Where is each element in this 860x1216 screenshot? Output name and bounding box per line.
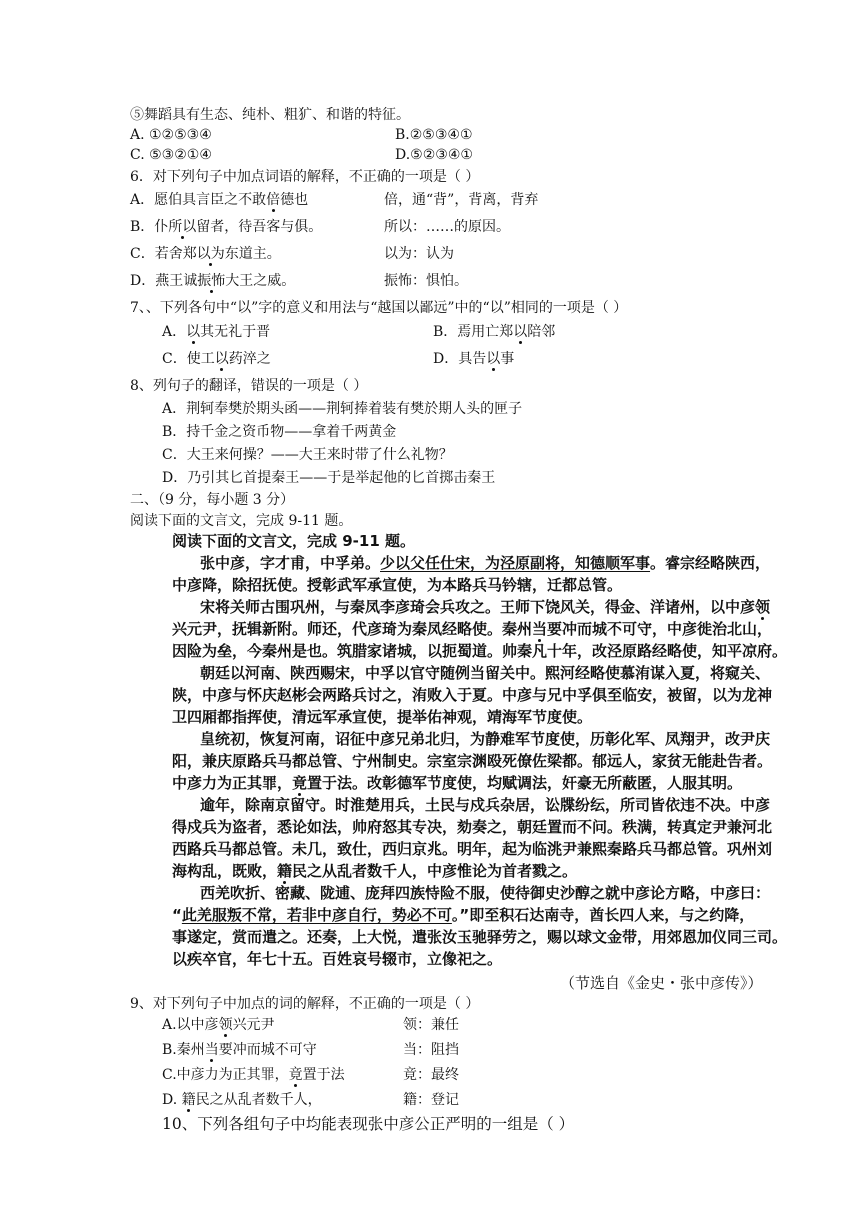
- passage-source: （节选自《金史・张中彦传》）: [560, 974, 763, 992]
- q7-b-post: 陪邻: [527, 324, 556, 340]
- q9-a-pre: A.以中彦: [162, 1017, 219, 1033]
- q9-c-post: 置于法: [302, 1067, 345, 1083]
- passage-line-10: 皇统初，恢复河南，诏征中彦兄弟北归，为静难军节度使，历彰化军、凤翔尹，改尹庆: [200, 730, 771, 748]
- passage-l12-a: 中彦力为正其罪，: [172, 774, 293, 792]
- q9-d-gloss: 籍：登记: [403, 1092, 459, 1108]
- passage-line-8: 陕，中彦与怀庆赵彬会两路兵讨之，洧败入于夏。中彦与兄中孚俱至临安，被留，以为龙神: [172, 686, 773, 704]
- q6-option-d: [130, 271, 295, 291]
- passage-line-7: 朝廷以河南、陕西赐宋，中孚以官守随例当留关中。熙河经略使慕洧谋入夏，将窥关、: [200, 664, 771, 682]
- q9-b-post: 要冲而城不可守: [218, 1042, 317, 1058]
- q8-option-d: D．乃引其匕首提秦王——于是举起他的匕首掷击秦王: [162, 470, 496, 486]
- q7-d-pre: D．具告: [433, 351, 487, 367]
- q6-b-pre: B．仆: [130, 219, 169, 235]
- passage-l5-a: 兴元尹，抚辑新附。师还，代彦琦为秦凤经略使。秦州: [172, 620, 533, 638]
- q7-a-post: 其无礼于晋: [200, 324, 271, 340]
- q5-option-d: D.⑤②③④①: [395, 147, 473, 163]
- q6-option-a: [130, 190, 308, 210]
- q6-a-gloss: 倍，通“背”，背离，背弃: [384, 192, 539, 208]
- q8-stem: 8、列句子的翻译，错误的一项是（ ）: [130, 378, 368, 394]
- q9-a-dotted-word: 领: [218, 1017, 233, 1033]
- q9-option-a: [162, 1015, 275, 1035]
- q9-d-pre: D.: [162, 1092, 182, 1108]
- q6-c-dotted-word: 以为: [196, 246, 225, 262]
- passage-line-4: [200, 596, 770, 618]
- q6-a-dotted-word: 倍: [266, 192, 281, 208]
- q9-c-pre: C.中彦力为正其罪，: [162, 1067, 289, 1083]
- passage-l18-b: 。”即至积石达南寺，酋长四人来，与之约降，: [451, 906, 755, 924]
- q9-option-c: [162, 1065, 345, 1085]
- q6-option-b: [130, 217, 322, 237]
- passage-l16-b: 民之从乱者数千人，中彦惟论为首者戮之。: [292, 862, 578, 880]
- passage-line-11: 阳，兼庆原路兵马都总管、宁州制史。宗室宗渊殴死僚佐梁都。郁远人，家贫无能赴告者。: [172, 752, 773, 770]
- q9-a-post: 兴元尹: [232, 1017, 275, 1033]
- passage-l4-dotted: 领: [755, 598, 771, 616]
- q9-d-dotted-word: 籍: [181, 1092, 196, 1108]
- q6-stem: 6．对下列句子中加点词语的解释，不正确的一项是（ ）: [130, 169, 480, 185]
- q9-b-gloss: 当：阻挡: [403, 1042, 459, 1058]
- passage-l16-a: 海构乱，既败，: [172, 862, 278, 880]
- passage-line-5: [172, 618, 772, 640]
- q6-b-post: 留者，待吾客与俱。: [196, 219, 323, 235]
- q6-c-pre: C．若舍郑: [130, 246, 197, 262]
- q6-option-c: [130, 244, 281, 264]
- passage-l12-b: 置于法。改彰德军节度使，均赋调法，奸豪无所蔽匿，人服其明。: [307, 774, 743, 792]
- q7-d-post: 事: [500, 351, 515, 367]
- q6-c-gloss: 以为：认为: [384, 246, 454, 262]
- passage-underlined-sentence-1: 少以父任仕宋，为泾原副将，知德顺军事: [380, 554, 651, 572]
- q8-option-c: C．大王来何操？——大王来时带了什么礼物？: [162, 447, 453, 463]
- q9-d-post: 民之从乱者数千人，: [195, 1092, 322, 1108]
- q5-option-a: A. ①②⑤③④: [130, 127, 212, 143]
- q8-option-a: A．荆轲奉樊於期头函——荆轲捧着装有樊於期人头的匣子: [162, 401, 523, 417]
- passage-line-3: 中彦降，除招抚使。授彰武军承宣使，为本路兵马钤辖，迁都总管。: [172, 576, 623, 594]
- q6-b-gloss: 所以：……的原因。: [384, 219, 510, 235]
- q7-c-post: 药淬之: [228, 351, 271, 367]
- q9-b-pre: B.秦州: [162, 1042, 205, 1058]
- passage-line-19: 事遂定，赏而遣之。还奏，上大悦，遣张汝玉驰驿劳之，赐以球文金带，用郊恩加仪同三司。: [172, 928, 788, 946]
- q9-c-dotted-word: 竟: [288, 1067, 303, 1083]
- passage-line-18: [172, 904, 754, 926]
- q6-d-dotted-word: 振怖: [197, 273, 226, 289]
- q7-option-a: [162, 322, 270, 342]
- q6-d-pre: D．燕王诚: [130, 273, 198, 289]
- q7-option-b: [433, 322, 555, 342]
- q5-option-b: B.②⑤③④①: [395, 127, 473, 143]
- q7-a-dotted-word: 以: [186, 324, 201, 340]
- section2-instruction: 阅读下面的文言文，完成 9-11 题。: [130, 513, 353, 529]
- q6-d-gloss: 振怖：惧怕。: [384, 273, 468, 289]
- q7-option-c: [162, 349, 271, 369]
- q9-b-dotted-word: 当: [204, 1042, 219, 1058]
- passage-line-13: 逾年，除南京留守。时淮楚用兵，土民与戍兵杂居，讼牒纷纭，所司皆依违不决。中彦: [200, 796, 771, 814]
- q7-c-dotted-word: 以: [214, 351, 229, 367]
- passage-l16-dotted: 籍: [277, 862, 293, 880]
- q9-a-gloss: 领：兼任: [403, 1017, 459, 1033]
- q9-c-gloss: 竟：最终: [403, 1067, 459, 1083]
- passage-line-9: 卫四厢都指挥使，清远军承宣使，提举佑神观，靖海军节度使。: [172, 708, 593, 726]
- passage-l5-dotted: 当: [532, 620, 548, 638]
- q7-b-dotted-word: 以: [513, 324, 528, 340]
- q9-option-b: [162, 1040, 317, 1060]
- q9-option-d: [162, 1090, 322, 1110]
- q6-a-pre: A．愿伯具言臣之不敢: [130, 192, 267, 208]
- passage-line-1: 阅读下面的文言文，完成 9-11 题。: [172, 532, 415, 550]
- passage-line-15: 西路兵马都总管。未几，致仕，西归京兆。明年，起为临洮尹兼熙秦路兵马都总管。巩州刘: [172, 840, 773, 858]
- q10-stem: 10、下列各组句子中均能表现张中彦公正严明的一组是（ ）: [162, 1115, 575, 1133]
- q5-item5: ⑤舞蹈具有生态、纯朴、粗犷、和谐的特征。: [130, 107, 410, 123]
- q8-option-b: B．持千金之资币物——拿着千两黄金: [162, 424, 397, 440]
- passage-underlined-sentence-2: 此羌服叛不常，若非中彦自行，势必不可: [181, 906, 452, 924]
- q7-a-pre: A．: [162, 324, 187, 340]
- passage-line-17: 西羌吹折、密藏、陇逋、庞拜四族恃险不服，使待御史沙醇之就中彦论方略，中彦曰：: [200, 884, 771, 902]
- q6-c-post: 东道主。: [224, 246, 281, 262]
- q6-b-dotted-word: 所以: [168, 219, 197, 235]
- passage-l2-a: 张中彦，字才甫，中孚弟。: [200, 554, 381, 572]
- q7-option-d: [433, 349, 514, 369]
- q7-stem: 7、、下列各句中“以”字的意义和用法与“越国以鄙远”中的“以”相同的一项是（ ）: [130, 300, 628, 316]
- passage-line-14: 得戍兵为盗者，悉论如法，帅府怒其专决，劾奏之，朝廷置而不问。秩满，转真定尹兼河北: [172, 818, 773, 836]
- passage-line-6: 因险为垒，今秦州是也。筑腊家诸城，以扼蜀道。帅秦凡十年，改泾原路经略使，知平凉府。: [172, 642, 788, 660]
- passage-l12-dotted: 竟: [292, 774, 308, 792]
- passage-l2-b: 。睿宗经略陕西，: [650, 554, 771, 572]
- passage-line-12: [172, 772, 742, 794]
- q6-a-post: 德也: [280, 192, 309, 208]
- q6-d-post: 大王之威。: [225, 273, 296, 289]
- passage-l18-quote: “: [172, 906, 182, 924]
- q5-option-c: C. ⑤③②①④: [130, 147, 212, 163]
- q9-stem: 9、对下列句子中加点的词的解释，不正确的一项是（ ）: [130, 996, 480, 1012]
- passage-l4-a: 宋将关师古围巩州，与秦凤李彦琦会兵攻之。王师下饶风关，得金、洋诸州，以中彦: [200, 598, 756, 616]
- q7-d-dotted-word: 以: [486, 351, 501, 367]
- q7-b-pre: B．焉用亡郑: [433, 324, 514, 340]
- passage-line-20: 以疾卒官，年七十五。百姓哀号辍市，立像祀之。: [172, 950, 503, 968]
- q7-c-pre: C．使工: [162, 351, 215, 367]
- passage-line-2: [200, 552, 770, 574]
- passage-l5-b: 要冲而城不可守，中彦徙治北山，: [547, 620, 773, 638]
- passage-line-16: [172, 860, 577, 882]
- section2-heading: 二、（9 分，每小题 3 分）: [130, 492, 295, 508]
